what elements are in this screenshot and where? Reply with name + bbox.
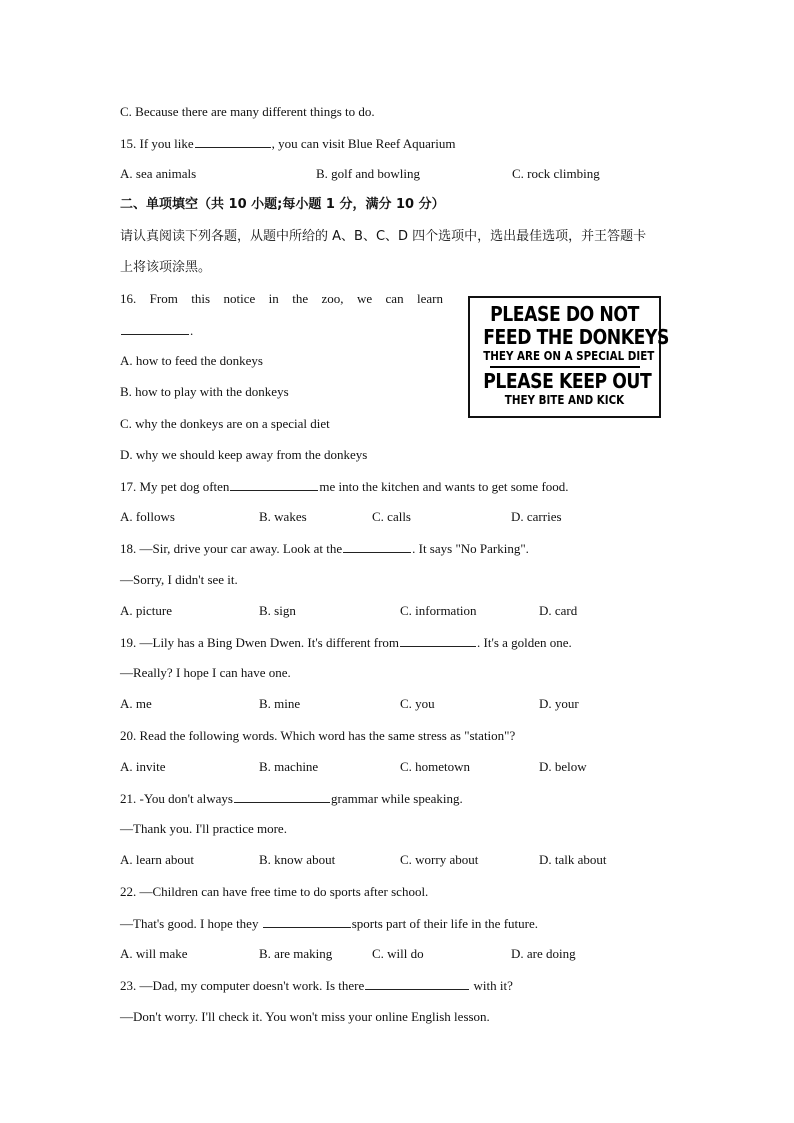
sign-line-2: FEED THE DONKEYS (483, 325, 669, 349)
q20-option-c[interactable]: C. hometown (400, 759, 471, 774)
q19-option-a[interactable]: A. me (120, 696, 152, 711)
q19-option-d[interactable]: D. your (539, 696, 579, 711)
q18-blank[interactable] (343, 540, 411, 553)
q16-stem: 16. From this notice in the zoo, we can learn (120, 291, 443, 306)
zoo-notice-sign (468, 296, 669, 418)
q22-option-c[interactable]: C. will do (372, 946, 424, 961)
q21-option-a[interactable]: A. learn about (120, 852, 195, 867)
sign-line-3: THEY ARE ON A SPECIAL DIET (483, 349, 655, 363)
q21-option-b[interactable]: B. know about (259, 852, 336, 867)
q19-reply: —Really? I hope I can have one. (120, 665, 291, 680)
q20-option-a[interactable]: A. invite (120, 759, 166, 774)
q15-stem-post: , you can visit Blue Reef Aquarium (271, 136, 456, 151)
q19-stem-pre: 19. —Lily has a Bing Dwen Dwen. It's different from (120, 635, 400, 650)
q17-stem-post: me into the kitchen and wants to get some food. (319, 479, 569, 494)
q15-stem (120, 135, 455, 152)
q21-reply: —Thank you. I'll practice more. (120, 821, 287, 836)
q16-stem-end: . (190, 323, 194, 338)
q20-stem: 20. Read the following words. Which word has the same stress as "station"? (120, 728, 516, 743)
q19-stem-post: . It's a golden one. (477, 635, 572, 650)
q16-option-d[interactable]: D. why we should keep away from the donkeys (120, 447, 368, 462)
q22-option-d[interactable]: D. are doing (511, 946, 576, 961)
q22-option-b[interactable]: B. are making (259, 946, 333, 961)
q15-option-c[interactable]: C. rock climbing (512, 166, 600, 181)
q14-option-c: C. Because there are many different things to do. (120, 104, 375, 119)
q19-stem (120, 634, 572, 651)
q22-option-a[interactable]: A. will make (120, 946, 188, 961)
q22-reply (120, 915, 538, 932)
q16-option-c[interactable]: C. why the donkeys are on a special diet (120, 416, 330, 431)
q21-stem-pre: 21. -You don't always (120, 791, 233, 806)
q17-option-c[interactable]: C. calls (372, 509, 411, 524)
q16-blank-line (120, 322, 193, 339)
q23-blank[interactable] (365, 977, 469, 990)
q15-option-b[interactable]: B. golf and bowling (316, 166, 420, 181)
q18-option-b[interactable]: B. sign (259, 603, 296, 618)
q21-option-c[interactable]: C. worry about (400, 852, 479, 867)
q18-option-c[interactable]: C. information (400, 603, 477, 618)
q17-option-a[interactable]: A. follows (120, 509, 175, 524)
q17-option-b[interactable]: B. wakes (259, 509, 307, 524)
q23-reply: —Don't worry. I'll check it. You won't miss your online English lesson. (120, 1009, 490, 1024)
q18-stem-post: . It says "No Parking". (412, 541, 529, 556)
sign-line-4: PLEASE KEEP OUT (483, 369, 652, 393)
q16-blank[interactable] (121, 322, 189, 335)
q22-reply-post: sports part of their life in the future. (351, 916, 538, 931)
section-title: 二、单项填空（共 10 小题;每小题 1 分，满分 10 分） (120, 197, 445, 212)
q21-stem-post: grammar while speaking. (330, 791, 463, 806)
sign-line-5: THEY BITE AND KICK (504, 393, 625, 407)
q17-stem (120, 478, 569, 495)
q21-blank[interactable] (234, 790, 330, 803)
q18-stem (120, 540, 529, 557)
q19-blank[interactable] (400, 634, 476, 647)
instructions-line-2: 上将该项涂黑。 (120, 260, 212, 275)
instructions-line-1: 请认真阅读下列各题，从题中所给的 A、B、C、D 四个选项中，选出最佳选项，并王答题卡 (120, 229, 647, 244)
q23-stem (120, 977, 513, 994)
q23-stem-post: with it? (470, 978, 513, 993)
q22-blank[interactable] (263, 915, 351, 928)
q17-blank[interactable] (230, 478, 318, 491)
q15-blank[interactable] (195, 135, 271, 148)
q18-reply: —Sorry, I didn't see it. (120, 572, 238, 587)
q15-option-a[interactable]: A. sea animals (120, 166, 197, 181)
q21-stem (120, 790, 463, 807)
q23-stem-pre: 23. —Dad, my computer doesn't work. Is there (120, 978, 365, 993)
sign-divider (490, 366, 640, 368)
q21-option-d[interactable]: D. talk about (539, 852, 607, 867)
q22-reply-pre: —That's good. I hope they (120, 916, 259, 931)
q18-stem-pre: 18. —Sir, drive your car away. Look at the (120, 541, 343, 556)
q18-option-d[interactable]: D. card (539, 603, 578, 618)
q15-stem-pre: 15. If you like (120, 136, 194, 151)
q22-line-1: 22. —Children can have free time to do sports after school. (120, 884, 429, 899)
q17-stem-pre: 17. My pet dog often (120, 479, 230, 494)
q20-option-b[interactable]: B. machine (259, 759, 319, 774)
q18-option-a[interactable]: A. picture (120, 603, 172, 618)
q19-option-b[interactable]: B. mine (259, 696, 301, 711)
q16-option-a[interactable]: A. how to feed the donkeys (120, 353, 263, 368)
q20-option-d[interactable]: D. below (539, 759, 587, 774)
q17-option-d[interactable]: D. carries (511, 509, 562, 524)
sign-line-1: PLEASE DO NOT (490, 302, 639, 326)
q16-option-b[interactable]: B. how to play with the donkeys (120, 384, 289, 399)
q19-option-c[interactable]: C. you (400, 696, 435, 711)
